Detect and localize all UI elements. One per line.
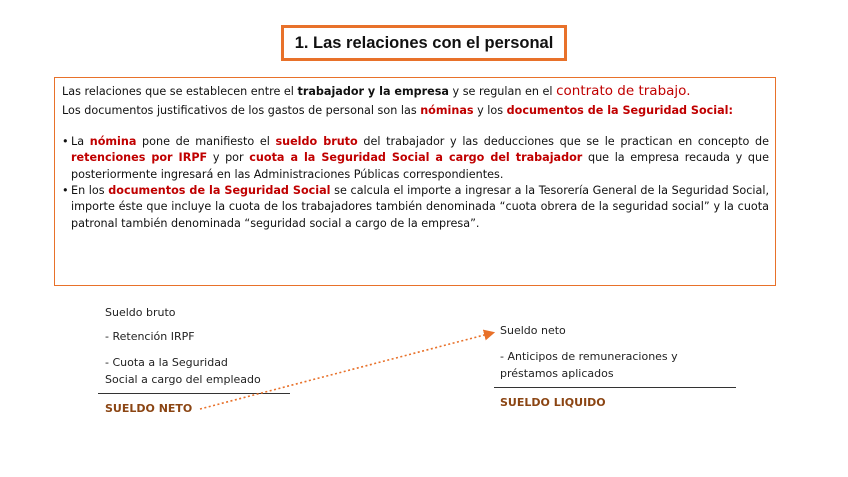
section-title: 1. Las relaciones con el personal xyxy=(281,25,567,61)
bold-text: trabajador y la empresa xyxy=(297,85,449,98)
left-line-cuota-2: Social a cargo del empleado xyxy=(105,373,261,386)
text: : xyxy=(728,104,733,118)
text: Los documentos justificativos de los gastos de personal son las xyxy=(62,104,421,118)
text: En los xyxy=(71,184,109,198)
text: La xyxy=(71,134,90,148)
left-line-cuota-1: - Cuota a la Seguridad xyxy=(105,356,228,369)
right-line-anticipos-1: - Anticipos de remuneraciones y xyxy=(500,350,678,363)
highlight-nominas: nóminas xyxy=(420,104,474,118)
text: que la empresa recauda y que posteriormente ingresará en las Administraciones Públicas correspondientes. xyxy=(71,151,770,181)
left-result-sueldo-neto: SUELDO NETO xyxy=(105,402,193,415)
highlight-seguridad-social: documentos de la Seguridad Social xyxy=(506,104,729,118)
text: y los xyxy=(473,104,507,118)
highlight: retenciones por IRPF xyxy=(71,151,208,165)
text: se calcula el importe a ingresar a la Tesorería General de la Seguridad Social, importe éste que incluye la cuota de los trabajadores también denominada “cuota obrera de la seguridad social” y la cuota patronal también denominada “seguridad social a cargo de la empresa”. xyxy=(71,184,769,230)
highlight: cuota a la Seguridad Social a cargo del trabajador xyxy=(249,151,583,165)
highlight: sueldo bruto xyxy=(275,134,358,148)
left-line-retencion-irpf: - Retención IRPF xyxy=(105,330,195,343)
right-line-anticipos-2: préstamos aplicados xyxy=(500,367,614,380)
right-result-sueldo-liquido: SUELDO LIQUIDO xyxy=(500,396,606,409)
text: y por xyxy=(207,151,250,165)
bullet-icon: • xyxy=(62,134,69,148)
highlight: nómina xyxy=(89,134,137,148)
highlight-contract: contrato de trabajo. xyxy=(556,83,691,99)
text: del trabajador y las deducciones que se le practican en concepto de xyxy=(357,134,769,148)
text: pone de manifiesto el xyxy=(136,134,276,148)
highlight: documentos de la Seguridad Social xyxy=(108,184,331,198)
text: Las relaciones que se establecen entre el xyxy=(62,85,298,98)
bullet-icon: • xyxy=(62,184,69,198)
text: y se regulan en el xyxy=(448,85,557,98)
right-line-sueldo-neto: Sueldo neto xyxy=(500,324,566,337)
left-line-sueldo-bruto: Sueldo bruto xyxy=(105,306,176,319)
